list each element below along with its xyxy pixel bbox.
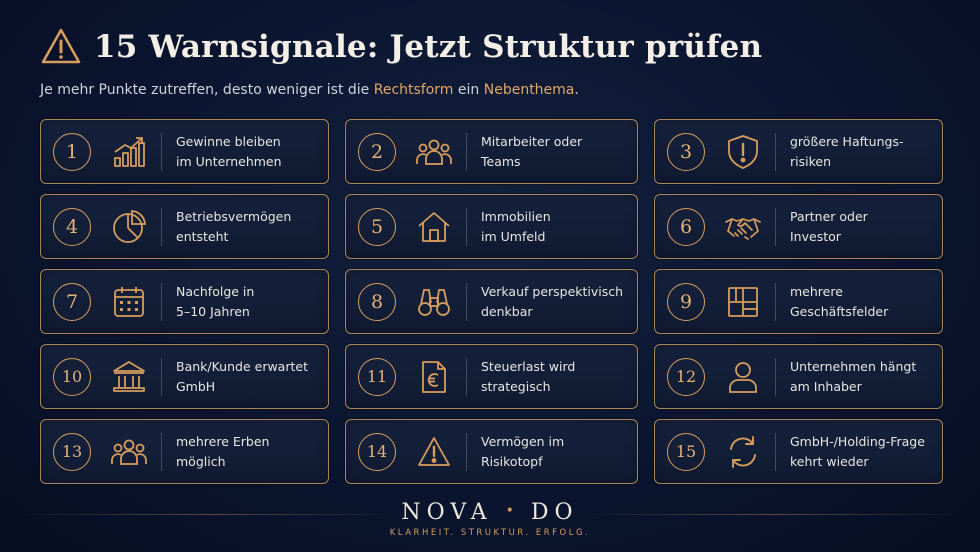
card-number: 9 — [667, 283, 705, 321]
separator — [161, 358, 162, 396]
header — [40, 26, 762, 68]
card-number: 5 — [358, 208, 396, 246]
card-text: mehrere Erben möglich — [176, 433, 270, 469]
card-8 — [345, 269, 638, 334]
card-text: Nachfolge in 5–10 Jahren — [176, 283, 255, 319]
card-number: 1 — [53, 133, 91, 171]
card-text: Immobilien im Umfeld — [481, 208, 551, 244]
separator — [466, 433, 467, 471]
binoculars-icon — [414, 282, 454, 322]
separator — [161, 433, 162, 471]
card-text: Steuerlast wird strategisch — [481, 358, 576, 394]
card-text: Unternehmen hängt am Inhaber — [790, 358, 917, 394]
bank-icon — [109, 357, 149, 397]
card-14 — [345, 419, 638, 484]
card-text: größere Haftungs- risiken — [790, 133, 904, 169]
warning-grid — [40, 119, 943, 484]
card-text: Betriebsvermögen entsteht — [176, 208, 292, 244]
card-number: 13 — [53, 433, 91, 471]
heirs-group-icon — [109, 432, 149, 472]
card-3 — [654, 119, 943, 184]
separator — [161, 208, 162, 246]
separator — [466, 283, 467, 321]
brand-tagline: KLARHEIT. STRUKTUR. ERFOLG. — [389, 528, 591, 538]
card-11 — [345, 344, 638, 409]
card-7 — [40, 269, 329, 334]
card-text: Partner oder Investor — [790, 208, 868, 244]
card-text: Bank/Kunde erwartet GmbH — [176, 358, 308, 394]
separator — [466, 208, 467, 246]
house-icon — [414, 207, 454, 247]
card-number: 11 — [358, 358, 396, 396]
card-number: 3 — [667, 133, 705, 171]
separator — [775, 208, 776, 246]
growth-chart-icon — [109, 132, 149, 172]
card-number: 2 — [358, 133, 396, 171]
card-number: 15 — [667, 433, 705, 471]
separator — [466, 133, 467, 171]
card-number: 4 — [53, 208, 91, 246]
team-icon — [414, 132, 454, 172]
warning-triangle-icon — [414, 432, 454, 472]
card-text: GmbH-/Holding-Frage kehrt wieder — [790, 433, 925, 469]
card-13 — [40, 419, 329, 484]
card-text: Mitarbeiter oder Teams — [481, 133, 583, 169]
warning-icon — [40, 26, 82, 68]
separator — [466, 358, 467, 396]
highlight-rechtsform: Rechtsform — [373, 82, 454, 98]
card-text: mehrere Geschäftsfelder — [790, 283, 889, 319]
card-4 — [40, 194, 329, 259]
refresh-cycle-icon — [723, 432, 763, 472]
brand-logo: NOVA • DO — [401, 500, 579, 525]
person-icon — [723, 357, 763, 397]
card-number: 7 — [53, 283, 91, 321]
pie-chart-icon — [109, 207, 149, 247]
separator — [161, 133, 162, 171]
highlight-nebenthema: Nebenthema — [483, 82, 575, 98]
card-number: 10 — [53, 358, 91, 396]
separator — [775, 133, 776, 171]
card-2 — [345, 119, 638, 184]
subtitle: Je mehr Punkte zutreffen, desto weniger ist die Rechtsform ein Nebenthema. — [40, 82, 579, 98]
page-title: 15 Warnsignale: Jetzt Struktur prüfen — [94, 29, 763, 65]
calendar-icon — [109, 282, 149, 322]
card-12 — [654, 344, 943, 409]
card-number: 6 — [667, 208, 705, 246]
separator — [775, 283, 776, 321]
card-text: Gewinne bleiben im Unternehmen — [176, 133, 282, 169]
card-6 — [654, 194, 943, 259]
shield-alert-icon — [723, 132, 763, 172]
grid-layout-icon — [723, 282, 763, 322]
card-1 — [40, 119, 329, 184]
card-number: 8 — [358, 283, 396, 321]
separator — [775, 358, 776, 396]
separator — [775, 433, 776, 471]
separator — [161, 283, 162, 321]
card-number: 12 — [667, 358, 705, 396]
euro-document-icon — [414, 357, 454, 397]
card-text: Vermögen im Risikotopf — [481, 433, 565, 469]
card-15 — [654, 419, 943, 484]
handshake-icon — [723, 207, 763, 247]
card-9 — [654, 269, 943, 334]
card-10 — [40, 344, 329, 409]
card-text: Verkauf perspektivisch denkbar — [481, 283, 624, 319]
card-5 — [345, 194, 638, 259]
card-number: 14 — [358, 433, 396, 471]
